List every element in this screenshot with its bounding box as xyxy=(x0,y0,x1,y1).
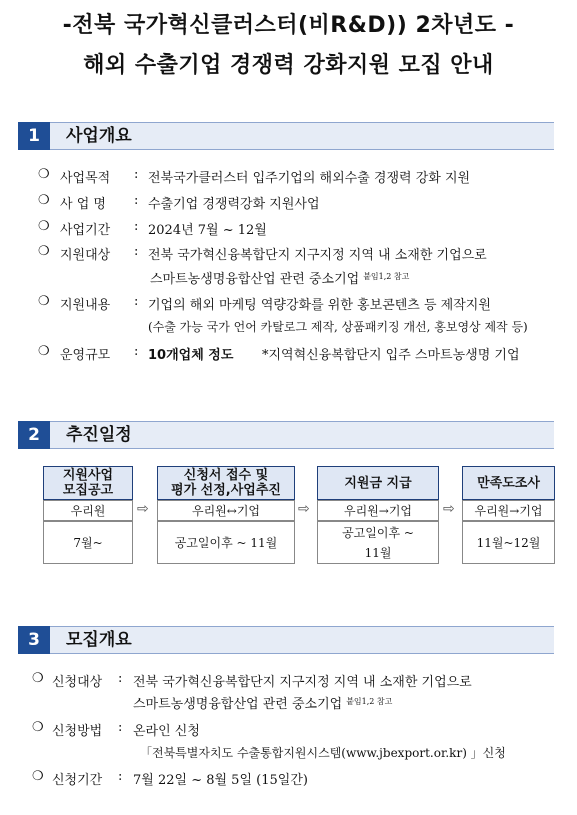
recruit-sep: : xyxy=(118,769,123,784)
step-who: 우리원 xyxy=(43,500,133,521)
overview-text: *지역혁신융복합단지 입주 스마트농생명 기업 xyxy=(262,348,520,363)
step-when: 7월~ xyxy=(43,521,133,564)
overview-text: 전북국가클러스터 입주기업의 해외수출 경쟁력 강화 지원 xyxy=(148,171,471,186)
bullet-icon: ❍ xyxy=(38,193,50,208)
recruit-link-text: 「전북특별자치도 수출통합지원시스템(www.jbexport.or.kr) 」신청 xyxy=(140,746,506,760)
section-number: 2 xyxy=(18,421,50,449)
recruit-label: 신청방법 xyxy=(52,724,103,739)
section-header-overview xyxy=(18,122,554,150)
overview-sep: : xyxy=(134,244,139,259)
step-who: 우리원→기업 xyxy=(317,500,439,521)
step-who: 우리원↔기업 xyxy=(157,500,295,521)
bullet-icon: ❍ xyxy=(32,671,44,686)
step-title: 신청서 접수 및 평가 선정,사업추진 xyxy=(157,466,295,500)
step-when: 11월~12월 xyxy=(462,521,555,564)
recruit-text: 전북 국가혁신융복합단지 지구지정 지역 내 소재한 기업으로 xyxy=(133,675,472,690)
section-heading: 추진일정 xyxy=(66,425,132,445)
bullet-icon: ❍ xyxy=(32,769,44,784)
recruit-text: 온라인 신청 xyxy=(133,724,200,739)
arrow-right-icon: ⇨ xyxy=(298,501,310,517)
arrow-right-icon: ⇨ xyxy=(443,501,455,517)
overview-label: 지원내용 xyxy=(60,298,111,313)
overview-text: 수출기업 경쟁력강화 지원사업 xyxy=(148,197,320,212)
recruit-sep: : xyxy=(118,720,123,735)
section-heading: 모집개요 xyxy=(66,630,132,650)
overview-text2: (수출 가능 국가 언어 카탈로그 제작, 상품패키징 개선, 홍보영상 제작 등) xyxy=(148,320,528,334)
section-header-schedule xyxy=(18,421,554,449)
recruit-text2: 스마트농생명융합산업 관련 중소기업 xyxy=(133,697,343,712)
step-title: 지원사업 모집공고 xyxy=(43,466,133,500)
bullet-icon: ❍ xyxy=(38,244,50,259)
section-header-recruitment xyxy=(18,626,554,654)
section-number: 1 xyxy=(18,122,50,150)
recruit-text-cont xyxy=(133,693,392,712)
scale-value: 10개업체 정도 xyxy=(148,348,234,363)
step-title: 지원금 지급 xyxy=(317,466,439,500)
section-heading: 사업개요 xyxy=(66,126,132,146)
overview-label: 운영규모 xyxy=(60,348,111,363)
recruit-sep: : xyxy=(118,671,123,686)
overview-label: 사업목적 xyxy=(60,171,111,186)
overview-sep: : xyxy=(134,294,139,309)
page-title-line1: -전북 국가혁신클러스터(비R&D)) 2차년도 - xyxy=(62,13,515,38)
recruit-text: 7월 22일 ~ 8월 5일 (15일간) xyxy=(133,773,308,788)
overview-sep: : xyxy=(134,219,139,234)
bullet-icon: ❍ xyxy=(32,720,44,735)
step-when: 공고일이후 ~ 11월 xyxy=(157,521,295,564)
bullet-icon: ❍ xyxy=(38,167,50,182)
bullet-icon: ❍ xyxy=(38,219,50,234)
footnote-ref: 붙임1,2 참고 xyxy=(346,697,393,706)
step-who: 우리원→기업 xyxy=(462,500,555,521)
overview-label: 지원대상 xyxy=(60,248,111,263)
bullet-icon: ❍ xyxy=(38,344,50,359)
overview-sep: : xyxy=(134,193,139,208)
overview-text2: 스마트농생명융합산업 관련 중소기업 xyxy=(150,272,360,287)
overview-label: 사업기간 xyxy=(60,223,111,238)
overview-label: 사 업 명 xyxy=(60,197,106,212)
arrow-right-icon: ⇨ xyxy=(137,501,149,517)
bullet-icon: ❍ xyxy=(38,294,50,309)
page-title-line2: 해외 수출기업 경쟁력 강화지원 모집 안내 xyxy=(83,53,494,78)
section-number: 3 xyxy=(18,626,50,654)
recruit-label: 신청대상 xyxy=(52,675,103,690)
overview-sep: : xyxy=(134,344,139,359)
overview-text: 2024년 7월 ~ 12월 xyxy=(148,223,267,238)
overview-text: 기업의 해외 마케팅 역량강화를 위한 홍보콘텐츠 등 제작지원 xyxy=(148,298,491,313)
overview-sep: : xyxy=(134,167,139,182)
step-when: 공고일이후 ~ 11월 xyxy=(317,521,439,564)
step-title: 만족도조사 xyxy=(462,466,555,500)
recruit-label: 신청기간 xyxy=(52,773,103,788)
overview-text-cont xyxy=(150,268,409,287)
footnote-ref: 붙임1,2 참고 xyxy=(363,272,410,281)
overview-text: 전북 국가혁신융복합단지 지구지정 지역 내 소재한 기업으로 xyxy=(148,248,487,263)
